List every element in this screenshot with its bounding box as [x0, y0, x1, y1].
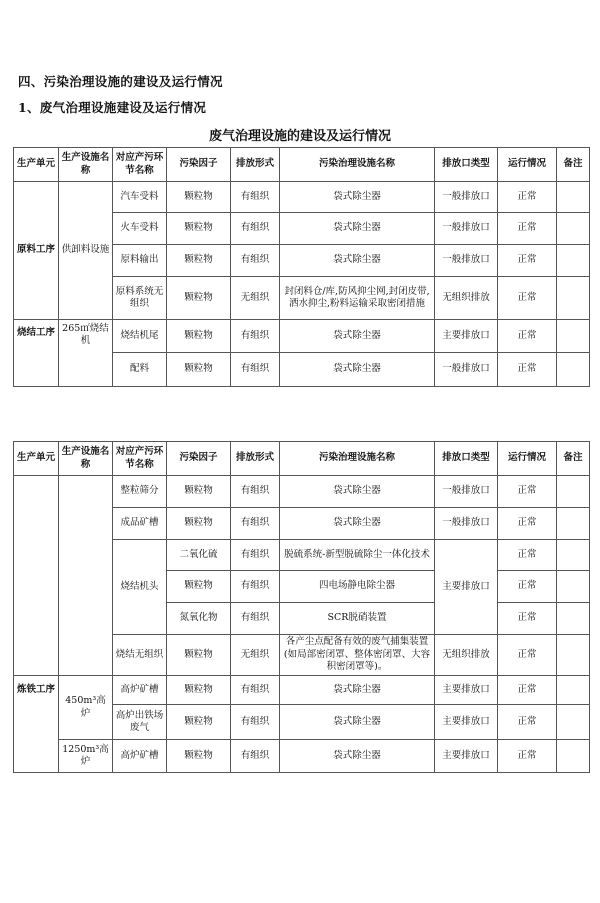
pollutant-cell: 颗粒物	[167, 508, 231, 540]
facility-cell	[59, 476, 113, 676]
table-row	[14, 740, 590, 773]
source-cell: 汽车受料	[113, 182, 167, 213]
outlet-cell: 一般排放口	[435, 213, 498, 245]
outlet-cell: 一般排放口	[435, 182, 498, 213]
col-unit: 生产单元	[14, 148, 59, 182]
note-cell	[557, 320, 590, 353]
device-cell: 袋式除尘器	[280, 476, 435, 508]
outlet-cell: 主要排放口	[435, 740, 498, 773]
source-cell: 高炉矿槽	[113, 740, 167, 773]
form-cell: 有组织	[231, 508, 280, 540]
col-device: 污染治理设施名称	[280, 442, 435, 476]
table-row	[14, 676, 590, 705]
form-cell: 无组织	[231, 635, 280, 676]
exhaust-treatment-table-1	[13, 147, 590, 387]
facility-cell: 450m³高炉	[59, 676, 113, 740]
source-cell: 烧结无组织	[113, 635, 167, 676]
device-cell: SCR脱硝装置	[280, 603, 435, 635]
pollutant-cell: 二氧化硫	[167, 540, 231, 571]
note-cell	[557, 277, 590, 320]
form-cell: 有组织	[231, 320, 280, 353]
col-form: 排放形式	[231, 148, 280, 182]
col-facility: 生产设施名称	[59, 442, 113, 476]
pollutant-cell: 颗粒物	[167, 182, 231, 213]
device-cell: 袋式除尘器	[280, 740, 435, 773]
status-cell: 正常	[498, 740, 557, 773]
status-cell: 正常	[498, 571, 557, 603]
col-pollutant: 污染因子	[167, 148, 231, 182]
col-unit: 生产单元	[14, 442, 59, 476]
device-cell: 袋式除尘器	[280, 182, 435, 213]
source-cell: 配料	[113, 353, 167, 387]
section-heading: 四、污染治理设施的建设及运行情况	[18, 74, 223, 89]
status-cell: 正常	[498, 603, 557, 635]
pollutant-cell: 颗粒物	[167, 353, 231, 387]
outlet-cell: 主要排放口	[435, 320, 498, 353]
note-cell	[557, 740, 590, 773]
outlet-cell: 主要排放口	[435, 676, 498, 705]
col-form: 排放形式	[231, 442, 280, 476]
note-cell	[557, 676, 590, 705]
device-cell: 各产尘点配备有效的废气捕集装置(如局部密闭罩、整体密闭罩、大容积密闭罩等)。	[280, 635, 435, 676]
col-status: 运行情况	[498, 442, 557, 476]
form-cell: 无组织	[231, 277, 280, 320]
pollutant-cell: 颗粒物	[167, 320, 231, 353]
pollutant-cell: 颗粒物	[167, 676, 231, 705]
device-cell: 封闭料仓/库,防风抑尘网,封闭皮带,洒水抑尘,粉料运输采取密闭措施	[280, 277, 435, 320]
pollutant-cell: 颗粒物	[167, 245, 231, 277]
outlet-cell: 主要排放口	[435, 540, 498, 635]
status-cell: 正常	[498, 182, 557, 213]
note-cell	[557, 571, 590, 603]
status-cell: 正常	[498, 320, 557, 353]
note-cell	[557, 635, 590, 676]
outlet-cell: 无组织排放	[435, 277, 498, 320]
table-row	[14, 182, 590, 213]
outlet-cell: 主要排放口	[435, 705, 498, 740]
device-cell: 袋式除尘器	[280, 320, 435, 353]
pollutant-cell: 颗粒物	[167, 571, 231, 603]
note-cell	[557, 476, 590, 508]
exhaust-treatment-table-2	[13, 441, 590, 773]
device-cell: 袋式除尘器	[280, 705, 435, 740]
device-cell: 袋式除尘器	[280, 676, 435, 705]
facility-cell: 1250m³高炉	[59, 740, 113, 773]
note-cell	[557, 182, 590, 213]
unit-cell	[14, 476, 59, 676]
status-cell: 正常	[498, 213, 557, 245]
pollutant-cell: 颗粒物	[167, 213, 231, 245]
source-cell: 原料输出	[113, 245, 167, 277]
form-cell: 有组织	[231, 353, 280, 387]
form-cell: 有组织	[231, 740, 280, 773]
status-cell: 正常	[498, 705, 557, 740]
note-cell	[557, 508, 590, 540]
status-cell: 正常	[498, 540, 557, 571]
outlet-cell: 一般排放口	[435, 353, 498, 387]
table-row	[14, 320, 590, 353]
col-facility: 生产设施名称	[59, 148, 113, 182]
pollutant-cell: 颗粒物	[167, 277, 231, 320]
pollutant-cell: 颗粒物	[167, 705, 231, 740]
source-cell: 整粒筛分	[113, 476, 167, 508]
col-outlet: 排放口类型	[435, 148, 498, 182]
unit-cell: 原料工序	[14, 182, 59, 320]
source-cell: 烧结机尾	[113, 320, 167, 353]
col-note: 备注	[557, 442, 590, 476]
device-cell: 四电场静电除尘器	[280, 571, 435, 603]
col-source: 对应产污环节名称	[113, 148, 167, 182]
outlet-cell: 一般排放口	[435, 508, 498, 540]
status-cell: 正常	[498, 277, 557, 320]
status-cell: 正常	[498, 676, 557, 705]
device-cell: 脱硫系统-新型脱硫除尘一体化技术	[280, 540, 435, 571]
table-title: 废气治理设施的建设及运行情况	[208, 129, 391, 144]
pollutant-cell: 氮氧化物	[167, 603, 231, 635]
pollutant-cell: 颗粒物	[167, 635, 231, 676]
pollutant-cell: 颗粒物	[167, 740, 231, 773]
form-cell: 有组织	[231, 245, 280, 277]
table-header-row	[14, 148, 590, 182]
col-status: 运行情况	[498, 148, 557, 182]
device-cell: 袋式除尘器	[280, 508, 435, 540]
pollutant-cell: 颗粒物	[167, 476, 231, 508]
form-cell: 有组织	[231, 182, 280, 213]
outlet-cell: 一般排放口	[435, 245, 498, 277]
facility-cell: 供卸料设施	[59, 182, 113, 320]
table-header-row	[14, 442, 590, 476]
note-cell	[557, 603, 590, 635]
col-pollutant: 污染因子	[167, 442, 231, 476]
col-note: 备注	[557, 148, 590, 182]
col-source: 对应产污环节名称	[113, 442, 167, 476]
outlet-cell: 一般排放口	[435, 476, 498, 508]
col-outlet: 排放口类型	[435, 442, 498, 476]
note-cell	[557, 540, 590, 571]
status-cell: 正常	[498, 353, 557, 387]
source-cell: 高炉矿槽	[113, 676, 167, 705]
note-cell	[557, 213, 590, 245]
table-row	[14, 476, 590, 508]
col-device: 污染治理设施名称	[280, 148, 435, 182]
form-cell: 有组织	[231, 213, 280, 245]
source-cell: 原料系统无组织	[113, 277, 167, 320]
device-cell: 袋式除尘器	[280, 245, 435, 277]
form-cell: 有组织	[231, 571, 280, 603]
source-cell: 烧结机头	[113, 540, 167, 635]
source-cell: 高炉出铁场废气	[113, 705, 167, 740]
unit-cell: 炼铁工序	[14, 676, 59, 773]
form-cell: 有组织	[231, 540, 280, 571]
status-cell: 正常	[498, 508, 557, 540]
unit-cell: 烧结工序	[14, 320, 59, 387]
note-cell	[557, 705, 590, 740]
status-cell: 正常	[498, 635, 557, 676]
status-cell: 正常	[498, 245, 557, 277]
note-cell	[557, 245, 590, 277]
form-cell: 有组织	[231, 603, 280, 635]
form-cell: 有组织	[231, 676, 280, 705]
note-cell	[557, 353, 590, 387]
facility-cell: 265㎡烧结机	[59, 320, 113, 387]
source-cell: 成品矿槽	[113, 508, 167, 540]
device-cell: 袋式除尘器	[280, 353, 435, 387]
form-cell: 有组织	[231, 476, 280, 508]
form-cell: 有组织	[231, 705, 280, 740]
subsection-heading: 1、废气治理设施建设及运行情况	[18, 100, 207, 115]
source-cell: 火车受料	[113, 213, 167, 245]
outlet-cell: 无组织排放	[435, 635, 498, 676]
status-cell: 正常	[498, 476, 557, 508]
device-cell: 袋式除尘器	[280, 213, 435, 245]
